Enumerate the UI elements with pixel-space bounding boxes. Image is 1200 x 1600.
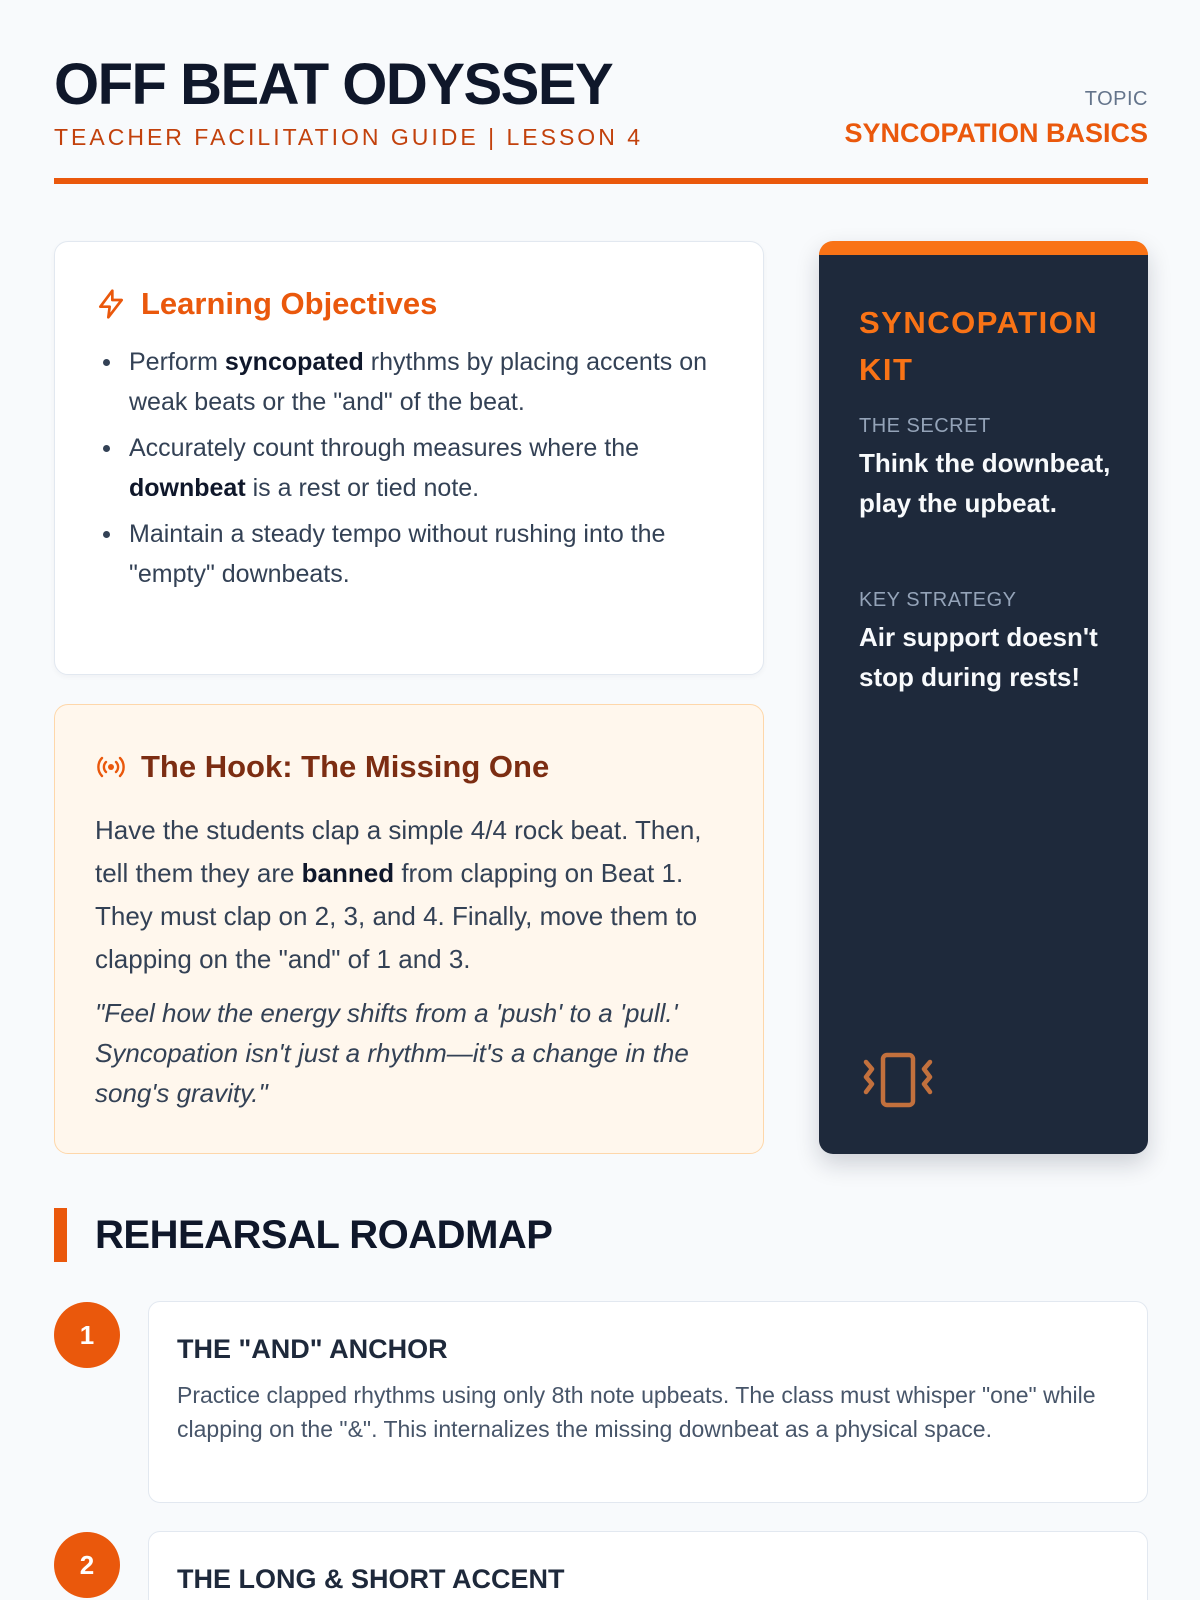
objectives-heading: Learning Objectives	[141, 286, 438, 321]
learning-objectives-card	[54, 241, 764, 675]
broadcast-icon	[95, 751, 127, 783]
kit-strategy-text: Air support doesn't stop during rests!	[859, 622, 1098, 692]
hook-heading: The Hook: The Missing One	[141, 749, 550, 784]
hook-header	[95, 749, 549, 785]
step-title: THE "AND" ANCHOR	[177, 1334, 448, 1364]
objectives-list	[99, 342, 729, 600]
kit-secret-text: Think the downbeat, play the upbeat.	[859, 448, 1111, 518]
step-number-badge: 1	[54, 1302, 120, 1368]
page-header	[54, 52, 1148, 184]
topic-value: SYNCOPATION BASICS	[844, 118, 1148, 148]
roadmap-step-card	[148, 1301, 1148, 1503]
hook-body: Have the students clap a simple 4/4 rock beat. Then, tell them they are banned from clapping on Beat 1. They must clap on 2, 3, and 4. Finally, move them to clapping on the "and" of 1 and 3.	[95, 815, 702, 974]
hook-card	[54, 704, 764, 1154]
objectives-header	[95, 286, 437, 322]
step-description: Practice clapped rhythms using only 8th note upbeats. The class must whisper "one" while clapping on the "&". This internalizes the missing downbeat as a physical space.	[177, 1382, 1096, 1442]
syncopation-kit-panel	[819, 241, 1148, 1154]
hook-quote: "Feel how the energy shifts from a 'push' to a 'pull.' Syncopation isn't just a rhythm—it's a change in the song's gravity."	[95, 998, 689, 1108]
list-item: Accurately count through measures where the downbeat is a rest or tied note.	[99, 428, 729, 508]
lightning-icon	[95, 288, 127, 320]
page-title: OFF BEAT ODYSSEY	[54, 52, 613, 117]
step-title: THE LONG & SHORT ACCENT	[177, 1564, 565, 1594]
facilitation-guide-page	[54, 0, 1148, 1600]
vibrate-icon	[857, 1050, 939, 1110]
kit-title: SYNCOPATION KIT	[859, 305, 1099, 387]
step-number-badge: 2	[54, 1532, 120, 1598]
list-item: Perform syncopated rhythms by placing accents on weak beats or the "and" of the beat.	[99, 342, 729, 422]
topic-label: TOPIC	[1084, 88, 1148, 110]
page-subtitle: TEACHER FACILITATION GUIDE | LESSON 4	[54, 124, 643, 150]
list-item: Maintain a steady tempo without rushing into the "empty" downbeats.	[99, 514, 729, 594]
kit-secret-label: THE SECRET	[859, 415, 991, 437]
roadmap-accent-bar	[54, 1208, 67, 1262]
roadmap-step-card	[148, 1531, 1148, 1600]
roadmap-heading: REHEARSAL ROADMAP	[95, 1212, 553, 1257]
kit-strategy-label: KEY STRATEGY	[859, 589, 1017, 611]
roadmap-header	[54, 1208, 552, 1262]
